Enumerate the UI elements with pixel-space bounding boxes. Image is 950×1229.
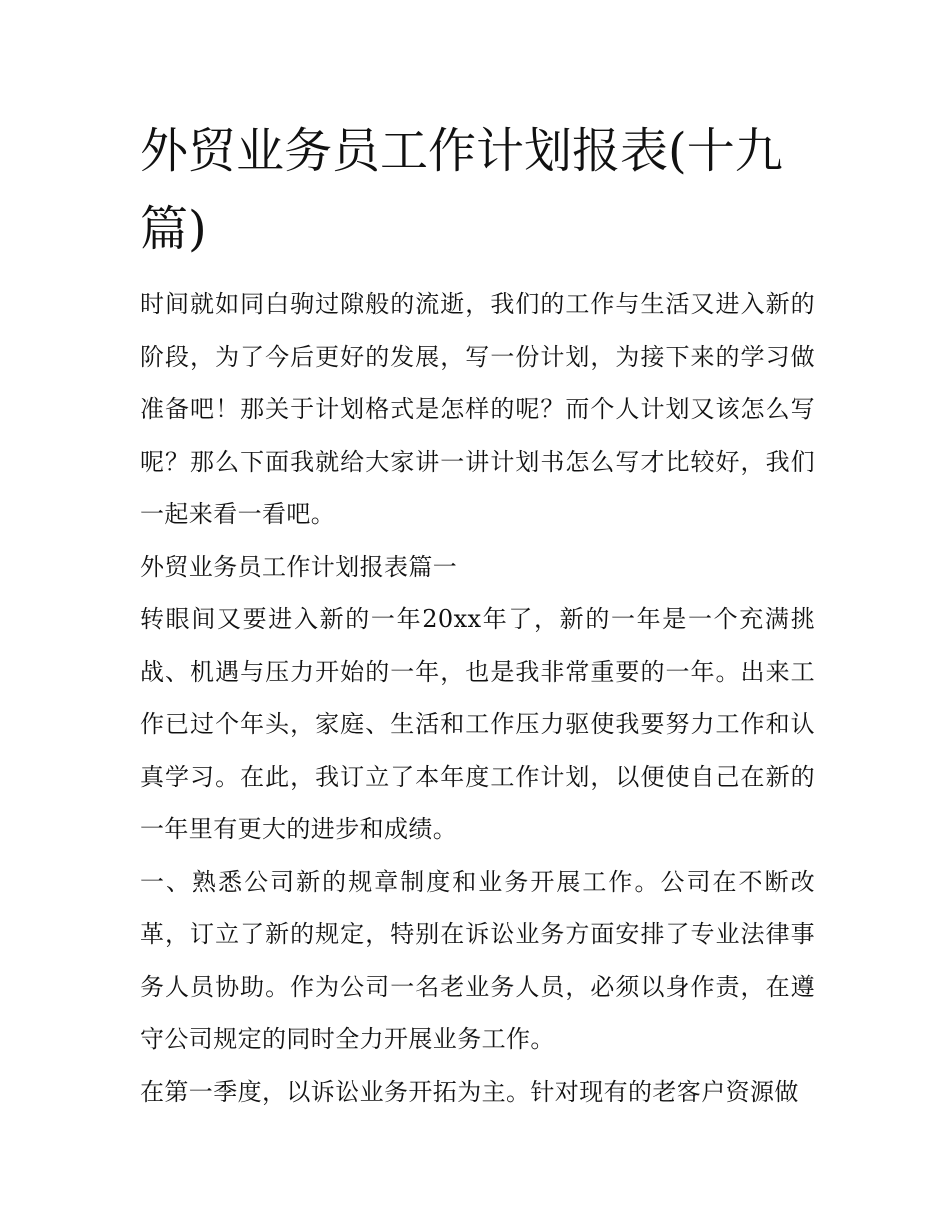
- intro-paragraph: 时间就如同白驹过隙般的流逝，我们的工作与生活又进入新的阶段，为了今后更好的发展，写一份计划，为接下来的学习做准备吧！那关于计划格式是怎样的呢？而个人计划又该怎么写呢？那么下面我就给大家讲一讲计划书怎么写才比较好，我们一起来看一看吧。: [140, 290, 815, 528]
- document-title: 外贸业务员工作计划报表(十九篇): [140, 123, 783, 257]
- body-paragraph-1: 转眼间又要进入新的一年20xx年了，新的一年是一个充满挑战、机遇与压力开始的一年，也是我非常重要的一年。出来工作已过个年头，家庭、生活和工作压力驱使我要努力工作和认真学习。在此，我订立了本年度工作计划，以便使自己在新的一年里有更大的进步和成绩。: [140, 605, 815, 843]
- body-paragraph-2: 一、熟悉公司新的规章制度和业务开展工作。公司在不断改革，订立了新的规定，特别在诉讼业务方面安排了专业法律事务人员协助。作为公司一名老业务人员，必须以身作责，在遵守公司规定的同时全力开展业务工作。: [140, 867, 815, 1053]
- document-page: [140, 112, 815, 1118]
- section-heading: 外贸业务员工作计划报表篇一: [140, 552, 458, 581]
- body-paragraph-3: 在第一季度，以诉讼业务开拓为主。针对现有的老客户资源做: [140, 1077, 799, 1106]
